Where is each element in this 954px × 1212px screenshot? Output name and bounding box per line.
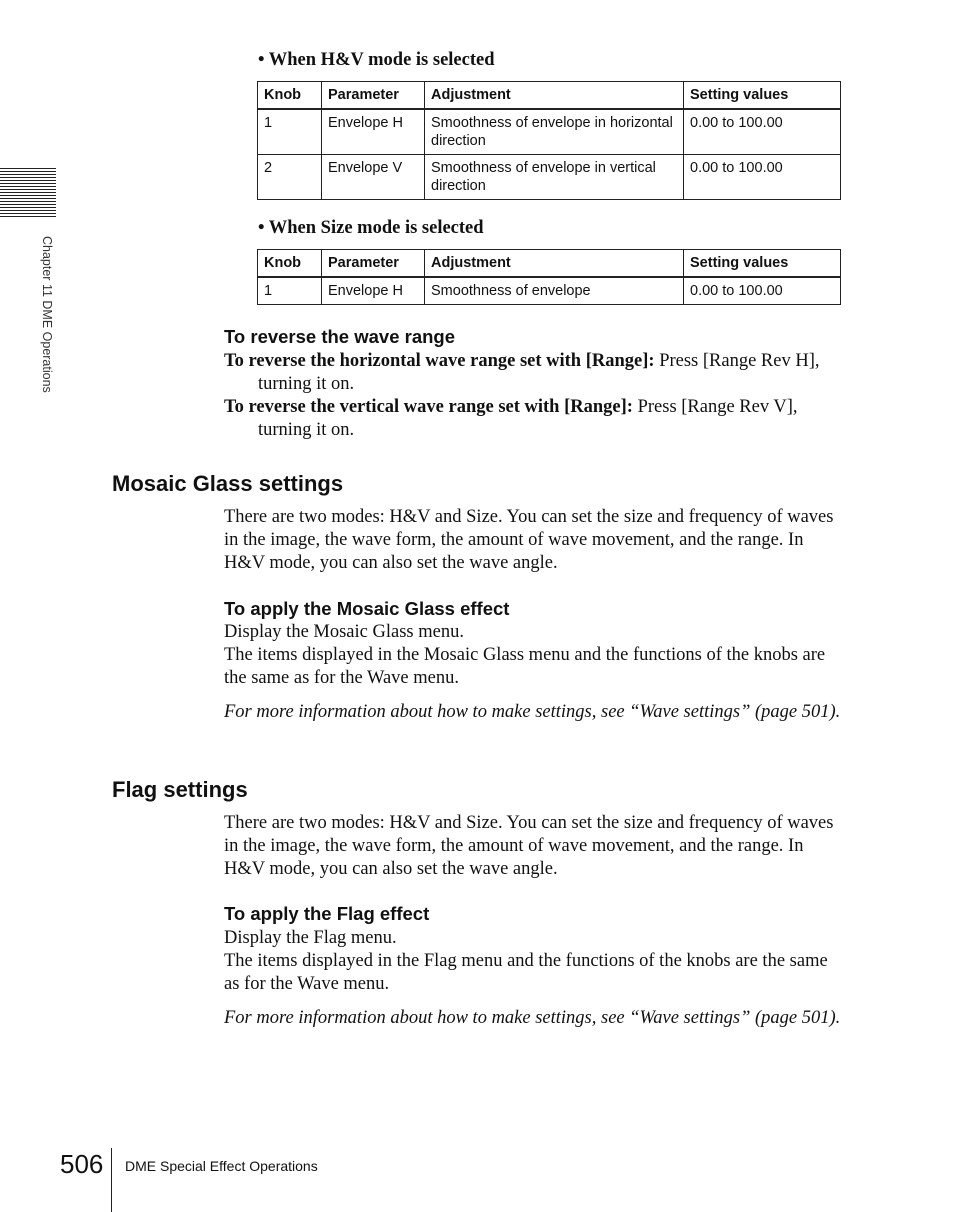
header-setting-values: Setting values xyxy=(684,250,841,278)
chapter-side-label: Chapter 11 DME Operations xyxy=(40,236,54,393)
cell-setting-values: 0.00 to 100.00 xyxy=(684,277,841,305)
header-knob: Knob xyxy=(258,82,322,110)
header-parameter: Parameter xyxy=(322,250,425,278)
table-header-row xyxy=(258,82,841,110)
mosaic-step-knob-functions: The items displayed in the Mosaic Glass menu and the functions of the knobs are the same as for the Wave menu. xyxy=(224,645,826,688)
reverse-horizontal-text: Press [Range Rev H], turning it on. xyxy=(258,351,820,394)
cell-adjustment: Smoothness of envelope xyxy=(425,277,684,305)
cell-parameter: Envelope V xyxy=(322,155,425,200)
header-setting-values: Setting values xyxy=(684,82,841,110)
header-adjustment: Adjustment xyxy=(425,250,684,278)
mosaic-cross-reference: For more information about how to make settings, see “Wave settings” (page 501). xyxy=(224,702,841,722)
footer-section-title: DME Special Effect Operations xyxy=(125,1158,318,1174)
table-row xyxy=(258,277,841,305)
cell-setting-values: 0.00 to 100.00 xyxy=(684,109,841,155)
reverse-vertical-step xyxy=(224,396,844,442)
flag-intro-paragraph: There are two modes: H&V and Size. You can set the size and frequency of waves in the image, the wave form, the amount of wave movement, and the range. In H&V mode, you can also set the wave angle. xyxy=(224,813,834,879)
cell-parameter: Envelope H xyxy=(322,109,425,155)
cell-parameter: Envelope H xyxy=(322,277,425,305)
cell-adjustment: Smoothness of envelope in vertical direction xyxy=(425,155,684,200)
hv-knob-table xyxy=(257,81,841,200)
cell-adjustment: Smoothness of envelope in horizontal direction xyxy=(425,109,684,155)
flag-cross-reference: For more information about how to make settings, see “Wave settings” (page 501). xyxy=(224,1008,841,1028)
flag-step-knob-functions: The items displayed in the Flag menu and the functions of the knobs are the same as for the Wave menu. xyxy=(224,951,828,994)
cell-knob: 2 xyxy=(258,155,322,200)
cell-knob: 1 xyxy=(258,109,322,155)
table-header-row xyxy=(258,250,841,278)
header-adjustment: Adjustment xyxy=(425,82,684,110)
table-row xyxy=(258,155,841,200)
flag-step-display-menu: Display the Flag menu. xyxy=(224,928,397,948)
footer-divider xyxy=(111,1148,112,1212)
flag-section-title: Flag settings xyxy=(112,777,248,802)
size-mode-heading: • When Size mode is selected xyxy=(258,218,484,238)
mosaic-step-display-menu: Display the Mosaic Glass menu. xyxy=(224,622,464,642)
page-number: 506 xyxy=(60,1149,104,1179)
mosaic-glass-section-title: Mosaic Glass settings xyxy=(112,471,344,496)
reverse-horizontal-label: To reverse the horizontal wave range set with [Range]: xyxy=(224,351,655,371)
reverse-horizontal-step xyxy=(224,350,844,396)
reverse-vertical-text: Press [Range Rev V], turning it on. xyxy=(258,397,798,440)
mosaic-intro-paragraph: There are two modes: H&V and Size. You can set the size and frequency of waves in the image, the wave form, the amount of wave movement, and the range. In H&V mode, you can also set the wave angle. xyxy=(224,507,834,573)
reverse-range-heading: To reverse the wave range xyxy=(224,326,456,347)
reverse-vertical-label: To reverse the vertical wave range set with [Range]: xyxy=(224,397,633,417)
flag-apply-heading: To apply the Flag effect xyxy=(224,903,430,924)
header-knob: Knob xyxy=(258,250,322,278)
size-knob-table xyxy=(257,249,841,305)
cell-setting-values: 0.00 to 100.00 xyxy=(684,155,841,200)
chapter-tab-marks xyxy=(0,168,56,220)
cell-knob: 1 xyxy=(258,277,322,305)
table-row xyxy=(258,109,841,155)
header-parameter: Parameter xyxy=(322,82,425,110)
hv-mode-heading: • When H&V mode is selected xyxy=(258,50,495,70)
mosaic-apply-heading: To apply the Mosaic Glass effect xyxy=(224,598,510,619)
